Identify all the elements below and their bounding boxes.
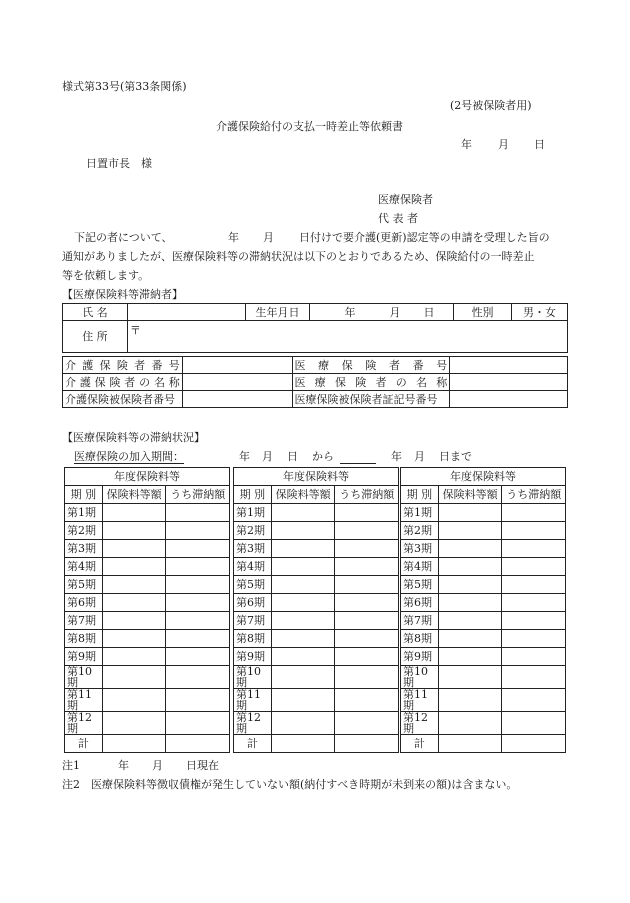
person-table <box>62 303 568 353</box>
payment-table-1 <box>64 467 230 753</box>
arrears-cell[interactable] <box>335 576 399 594</box>
amount-cell[interactable] <box>271 666 335 689</box>
term-label: 第2期 <box>234 522 272 540</box>
arrears-cell[interactable] <box>502 540 566 558</box>
amount-cell[interactable] <box>271 522 335 540</box>
arrears-column-header: うち滞納額 <box>166 486 230 504</box>
sex-value-cell[interactable] <box>512 304 568 321</box>
term-label: 第12期 <box>234 712 272 735</box>
med-insurer-name-label: 医療保険者の名称 <box>294 375 448 389</box>
term-label: 第11期 <box>401 689 439 712</box>
term-label: 第4期 <box>65 558 103 576</box>
amount-cell[interactable] <box>438 522 502 540</box>
arrears-cell[interactable] <box>502 712 566 735</box>
table-row <box>65 689 230 712</box>
note1-label: 注1 <box>62 759 80 772</box>
body-year-label: 年 <box>228 231 239 244</box>
table-row <box>401 612 566 630</box>
total-arrears-cell[interactable] <box>502 735 566 753</box>
amount-cell[interactable] <box>438 594 502 612</box>
term-label: 第11期 <box>65 689 103 712</box>
table-row <box>65 630 230 648</box>
birth-day-label: 日 <box>423 306 435 319</box>
total-row <box>65 735 230 753</box>
table-row <box>234 648 399 666</box>
table-row <box>234 712 399 735</box>
arrears-cell[interactable] <box>502 504 566 522</box>
amount-cell[interactable] <box>438 689 502 712</box>
arrears-column-header: うち滞納額 <box>502 486 566 504</box>
date-year-label: 年 <box>461 138 472 151</box>
address-value-cell[interactable] <box>127 321 567 353</box>
table-row <box>234 666 399 689</box>
amount-cell[interactable] <box>438 558 502 576</box>
table-row <box>234 630 399 648</box>
arrears-cell[interactable] <box>502 594 566 612</box>
total-label: 計 <box>401 735 439 753</box>
table-row <box>401 558 566 576</box>
fiscal-year-header: 年度保険料等 <box>65 468 230 486</box>
amount-cell[interactable] <box>102 666 166 689</box>
note1-year-label: 年 <box>118 759 129 772</box>
amount-cell[interactable] <box>102 712 166 735</box>
sex-options: 男・女 <box>523 305 556 319</box>
body-line-rest: 日付けで要介護(更新)認定等の申請を受理した旨の <box>299 231 550 244</box>
fiscal-year-header: 年度保険料等 <box>234 468 399 486</box>
term-label: 第12期 <box>401 712 439 735</box>
date-day-label: 日 <box>534 138 545 151</box>
care-insurer-no-value[interactable] <box>182 357 292 374</box>
section-title-delinquent: 【医療保険料等滞納者】 <box>62 288 183 301</box>
arrears-cell[interactable] <box>335 666 399 689</box>
term-label: 第5期 <box>234 576 272 594</box>
arrears-cell[interactable] <box>335 630 399 648</box>
body-line-3: 等を依頼します。 <box>62 269 150 282</box>
amount-cell[interactable] <box>102 558 166 576</box>
total-row <box>401 735 566 753</box>
sex-label-cell <box>454 304 512 321</box>
table-row <box>401 540 566 558</box>
term-label: 第7期 <box>65 612 103 630</box>
arrears-cell[interactable] <box>335 712 399 735</box>
period-blank-line <box>340 463 376 464</box>
insurer-label: 医療保険者 <box>378 193 433 206</box>
term-label: 第9期 <box>401 648 439 666</box>
arrears-cell[interactable] <box>502 612 566 630</box>
care-insurer-name-label: 介護保険者の名称 <box>65 375 180 389</box>
term-label: 第5期 <box>401 576 439 594</box>
term-label: 第1期 <box>401 504 439 522</box>
amount-cell[interactable] <box>271 594 335 612</box>
insurer-ids-table <box>62 356 568 408</box>
table-row <box>234 522 399 540</box>
table-row <box>65 712 230 735</box>
med-insured-no-label-cell <box>292 391 450 408</box>
arrears-cell[interactable] <box>502 522 566 540</box>
table-row <box>401 630 566 648</box>
arrears-cell[interactable] <box>502 558 566 576</box>
fiscal-year-header: 年度保険料等 <box>401 468 566 486</box>
amount-cell[interactable] <box>102 522 166 540</box>
term-label: 第7期 <box>234 612 272 630</box>
term-label: 第6期 <box>234 594 272 612</box>
amount-cell[interactable] <box>438 612 502 630</box>
amount-cell[interactable] <box>271 504 335 522</box>
term-label: 第8期 <box>234 630 272 648</box>
arrears-cell[interactable] <box>502 630 566 648</box>
period-from-label: から <box>312 450 334 463</box>
term-label: 第10期 <box>65 666 103 689</box>
care-insured-no-value[interactable] <box>182 391 292 408</box>
amount-cell[interactable] <box>438 576 502 594</box>
arrears-cell[interactable] <box>335 594 399 612</box>
amount-cell[interactable] <box>438 712 502 735</box>
amount-column-header: 保険料等額 <box>438 486 502 504</box>
sex-label: 性別 <box>471 305 494 319</box>
table-row <box>234 576 399 594</box>
arrears-cell[interactable] <box>335 558 399 576</box>
arrears-cell[interactable] <box>166 689 230 712</box>
term-label: 第5期 <box>65 576 103 594</box>
amount-cell[interactable] <box>271 558 335 576</box>
table-row <box>65 666 230 689</box>
arrears-cell[interactable] <box>166 594 230 612</box>
care-insurer-name-value[interactable] <box>182 374 292 391</box>
med-insurer-no-value[interactable] <box>450 357 568 374</box>
period-m1-label: 月 <box>262 450 273 463</box>
total-arrears-cell[interactable] <box>166 735 230 753</box>
arrears-cell[interactable] <box>335 612 399 630</box>
term-column-header: 期 別 <box>234 486 272 504</box>
table-row <box>234 612 399 630</box>
amount-cell[interactable] <box>102 540 166 558</box>
amount-cell[interactable] <box>271 712 335 735</box>
term-label: 第2期 <box>401 522 439 540</box>
amount-column-header: 保険料等額 <box>271 486 335 504</box>
amount-cell[interactable] <box>102 612 166 630</box>
amount-cell[interactable] <box>271 630 335 648</box>
term-label: 第9期 <box>234 648 272 666</box>
term-label: 第3期 <box>401 540 439 558</box>
term-label: 第3期 <box>65 540 103 558</box>
term-label: 第8期 <box>401 630 439 648</box>
table-row <box>401 666 566 689</box>
total-amount-cell[interactable] <box>102 735 166 753</box>
table-row <box>65 648 230 666</box>
amount-cell[interactable] <box>271 612 335 630</box>
name-value-cell[interactable] <box>127 304 245 321</box>
address-label: 住 所 <box>82 330 108 343</box>
body-line-intro: 下記の者について、 <box>74 231 173 244</box>
period-d2-label: 日まで <box>439 450 472 463</box>
insured-type-label: (2号被保険者用) <box>450 99 532 112</box>
term-label: 第10期 <box>401 666 439 689</box>
arrears-cell[interactable] <box>335 504 399 522</box>
amount-cell[interactable] <box>271 689 335 712</box>
table-row <box>234 689 399 712</box>
amount-cell[interactable] <box>102 504 166 522</box>
term-label: 第7期 <box>401 612 439 630</box>
amount-cell[interactable] <box>438 666 502 689</box>
period-y2-label: 年 <box>391 450 402 463</box>
amount-cell[interactable] <box>438 504 502 522</box>
med-insured-no-label: 医療保険被保険者証記号番号 <box>294 392 438 406</box>
form-number: 様式第33号(第33条関係) <box>62 80 187 93</box>
term-label: 第3期 <box>234 540 272 558</box>
period-m2-label: 月 <box>414 450 425 463</box>
care-insured-no-label-cell <box>63 391 183 408</box>
care-insurer-no-label-cell <box>63 357 183 374</box>
term-label: 第1期 <box>234 504 272 522</box>
date-month-label: 月 <box>498 138 509 151</box>
term-column-header: 期 別 <box>65 486 103 504</box>
total-row <box>234 735 399 753</box>
postal-mark: 〒 <box>129 324 141 337</box>
arrears-cell[interactable] <box>502 576 566 594</box>
term-label: 第2期 <box>65 522 103 540</box>
care-insurer-no-label: 介護保険者番号 <box>65 358 180 372</box>
table-row <box>65 594 230 612</box>
term-label: 第1期 <box>65 504 103 522</box>
arrears-cell[interactable] <box>166 576 230 594</box>
term-label: 第6期 <box>65 594 103 612</box>
arrears-cell[interactable] <box>166 712 230 735</box>
term-column-header: 期 別 <box>401 486 439 504</box>
amount-cell[interactable] <box>102 594 166 612</box>
term-label: 第11期 <box>234 689 272 712</box>
table-row <box>401 594 566 612</box>
amount-cell[interactable] <box>438 648 502 666</box>
term-label: 第6期 <box>401 594 439 612</box>
table-row <box>401 648 566 666</box>
table-row <box>234 594 399 612</box>
table-row <box>65 522 230 540</box>
representative-label: 代 表 者 <box>378 212 418 225</box>
table-row <box>234 504 399 522</box>
arrears-cell[interactable] <box>502 648 566 666</box>
care-insurer-name-label-cell <box>63 374 183 391</box>
birth-value-cell[interactable] <box>310 304 454 321</box>
table-row <box>401 712 566 735</box>
arrears-cell[interactable] <box>166 540 230 558</box>
birth-year-label: 年 <box>344 306 356 319</box>
body-line-2: 通知がありましたが、医療保険料等の滞納状況は以下のとおりであるため、保険給付の一時差止 <box>62 250 535 263</box>
arrears-column-header: うち滞納額 <box>335 486 399 504</box>
med-insured-no-value[interactable] <box>450 391 568 408</box>
total-label: 計 <box>234 735 272 753</box>
birth-label-cell <box>245 304 310 321</box>
arrears-cell[interactable] <box>502 666 566 689</box>
address-label-cell <box>63 321 128 353</box>
arrears-cell[interactable] <box>166 630 230 648</box>
total-label: 計 <box>65 735 103 753</box>
name-label-cell <box>63 304 128 321</box>
birth-label: 生年月日 <box>255 305 300 319</box>
amount-column-header: 保険料等額 <box>102 486 166 504</box>
arrears-cell[interactable] <box>166 666 230 689</box>
arrears-cell[interactable] <box>502 689 566 712</box>
amount-cell[interactable] <box>438 630 502 648</box>
med-insurer-name-label-cell <box>292 374 450 391</box>
table-row <box>401 576 566 594</box>
amount-cell[interactable] <box>271 576 335 594</box>
body-month-label: 月 <box>263 231 274 244</box>
table-row <box>65 576 230 594</box>
arrears-cell[interactable] <box>335 540 399 558</box>
arrears-cell[interactable] <box>166 504 230 522</box>
note1-day-label: 日現在 <box>186 759 219 772</box>
payment-table-3 <box>400 467 566 753</box>
section-title-arrears: 【医療保険料等の滞納状況】 <box>62 431 205 444</box>
care-insured-no-label: 介護保険被保険者番号 <box>65 392 175 406</box>
arrears-cell[interactable] <box>166 522 230 540</box>
arrears-cell[interactable] <box>335 689 399 712</box>
term-label: 第12期 <box>65 712 103 735</box>
table-row <box>401 504 566 522</box>
payment-table-2 <box>233 467 399 753</box>
table-row <box>65 540 230 558</box>
amount-cell[interactable] <box>102 630 166 648</box>
table-row <box>234 540 399 558</box>
amount-cell[interactable] <box>438 540 502 558</box>
term-label: 第4期 <box>234 558 272 576</box>
period-y1-label: 年 <box>239 450 250 463</box>
period-label: 医療保険の加入期間： <box>74 450 184 463</box>
amount-cell[interactable] <box>102 689 166 712</box>
birth-month-label: 月 <box>389 306 401 319</box>
term-label: 第9期 <box>65 648 103 666</box>
med-insurer-no-label: 医療保険者番号 <box>294 358 448 372</box>
addressee: 日置市長 様 <box>86 157 152 170</box>
note2-text: 注2 医療保険料等徴収債権が発生していない額(納付すべき時期が未到来の額)は含まない。 <box>62 778 518 791</box>
arrears-cell[interactable] <box>335 522 399 540</box>
amount-cell[interactable] <box>102 576 166 594</box>
table-row <box>65 612 230 630</box>
amount-cell[interactable] <box>271 648 335 666</box>
table-row <box>234 558 399 576</box>
term-label: 第4期 <box>401 558 439 576</box>
table-row <box>65 558 230 576</box>
amount-cell[interactable] <box>271 540 335 558</box>
arrears-cell[interactable] <box>166 558 230 576</box>
note1-month-label: 月 <box>152 759 163 772</box>
document-title: 介護保険給付の支払一時差止等依頼書 <box>216 120 403 133</box>
med-insurer-no-label-cell <box>292 357 450 374</box>
term-label: 第10期 <box>234 666 272 689</box>
total-amount-cell[interactable] <box>271 735 335 753</box>
period-d1-label: 日 <box>287 450 298 463</box>
arrears-cell[interactable] <box>166 612 230 630</box>
table-row <box>401 689 566 712</box>
term-label: 第8期 <box>65 630 103 648</box>
table-row <box>401 522 566 540</box>
table-row <box>65 504 230 522</box>
name-label: 氏 名 <box>82 305 108 319</box>
total-arrears-cell[interactable] <box>335 735 399 753</box>
arrears-cell[interactable] <box>335 648 399 666</box>
med-insurer-name-value[interactable] <box>450 374 568 391</box>
amount-cell[interactable] <box>102 648 166 666</box>
arrears-cell[interactable] <box>166 648 230 666</box>
total-amount-cell[interactable] <box>438 735 502 753</box>
